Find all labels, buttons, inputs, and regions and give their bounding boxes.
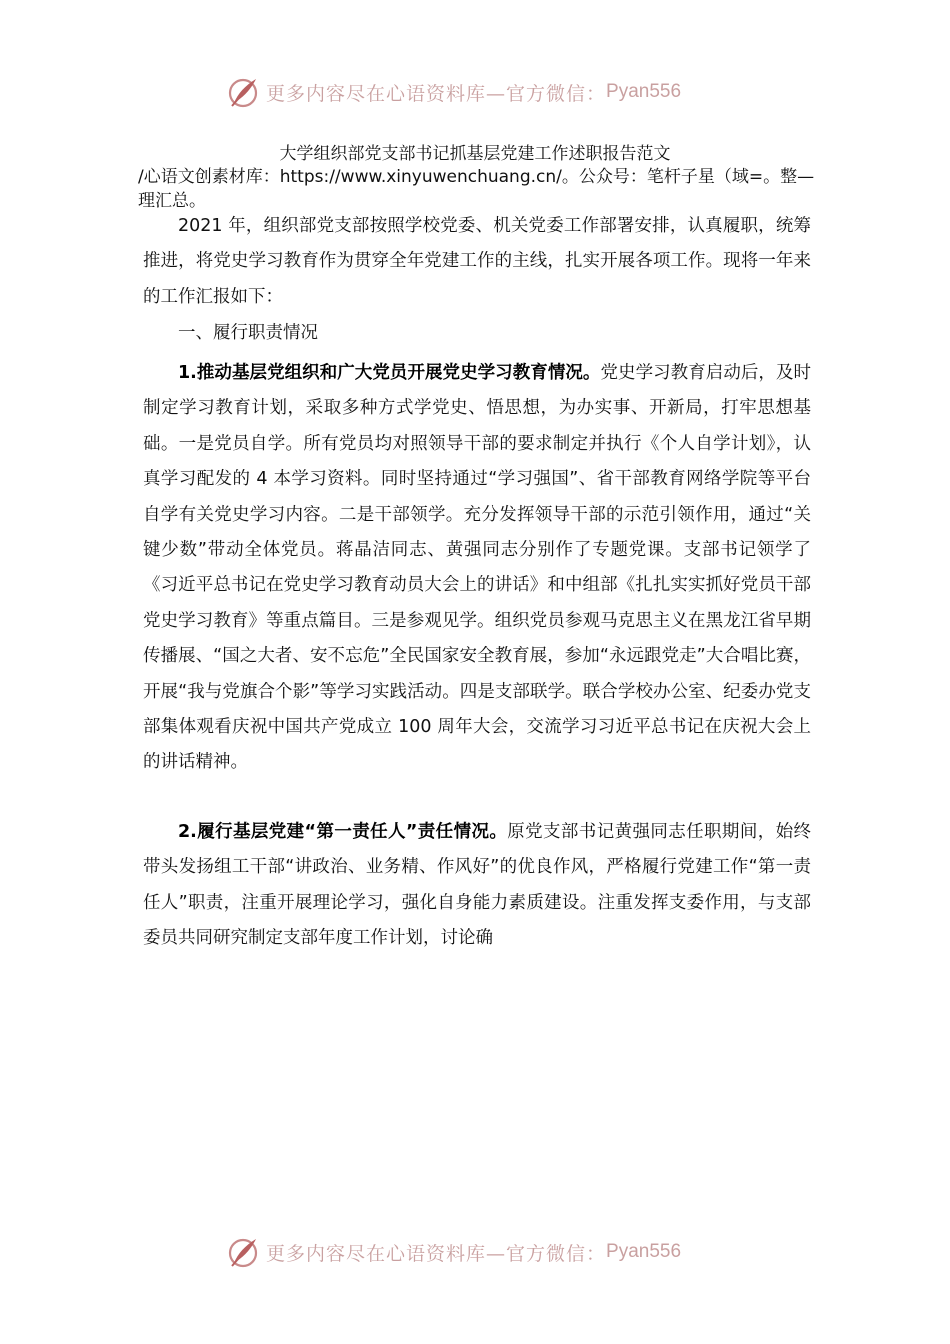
item-1-paragraph (143, 356, 811, 781)
banner-wechat-id: Pyan556 (606, 1241, 682, 1262)
quill-logo-icon (226, 75, 260, 109)
item-1-body: 党史学习教育启动后，及时制定学习教育计划，采取多种方式学党史、悟思想，为办实事、开新局，打牢思想基础。一是党员自学。所有党员均对照领导干部的要求制定并执行《个人自学计划》，认真学习配发的 4 本学习资料。同时坚持通过“学习强国”、省干部教育网络学院等平台自学有关党史学习内容。二是干部领学。充分发挥领导干部的示范引领作用，通过“关键少数”带动全体党员。蒋晶洁同志、黄强同志分别作了专题党课。支部书记领学了《习近平总书记在党史学习教育动员大会上的讲话》和中组部《扎扎实实抓好党员干部党史学习教育》等重点篇目。三是参观见学。组织党员参观马克思主义在黑龙江省早期传播展、“国之大者、安不忘危”全民国家安全教育展，参加“永远跟党走”大合唱比赛，开展“我与党旗合个影”等学习实践活动。四是支部联学。联合学校办公室、纪委办党支部集体观看庆祝中国共产党成立 100 周年大会，交流学习习近平总书记在庆祝大会上的讲话精神。 (143, 363, 812, 773)
item-2-heading: 2.履行基层党建“第一责任人”责任情况。 (178, 822, 508, 842)
banner-wechat-id: Pyan556 (606, 81, 682, 102)
item-2-paragraph (143, 815, 811, 957)
document-title: 大学组织部党支部书记抓基层党建工作述职报告范文 (279, 144, 671, 164)
banner-text: 更多内容尽在心语资料库—官方微信： (266, 1242, 607, 1265)
header-banner (226, 72, 681, 112)
item-2-body: 原党支部书记黄强同志任职期间，始终带头发扬组工干部“讲政治、业务精、作风好”的优良作风，严格履行党建工作“第一责任人”职责，注重开展理论学习，强化自身能力素质建设。注重发挥支委作用，与支部委员共同研究制定支部年度工作计划，讨论确 (143, 822, 811, 949)
quill-logo-icon (226, 1235, 260, 1269)
section-heading: 一、履行职责情况 (178, 323, 318, 343)
item-1-heading: 1.推动基层党组织和广大党员开展党史学习教育情况。 (178, 363, 601, 383)
banner-text: 更多内容尽在心语资料库—官方微信： (266, 82, 607, 105)
source-line: /心语文创素材库：https://www.xinyuwenchuang.cn/。公众号：笔杆子星（域=。整—理汇总。 (138, 167, 815, 211)
intro-paragraph: 2021 年，组织部党支部按照学校党委、机关党委工作部署安排，认真履职，统筹推进，将党史学习教育作为贯穿全年党建工作的主线，扎实开展各项工作。现将一年来的工作汇报如下： (143, 216, 811, 307)
footer-banner (226, 1232, 681, 1272)
